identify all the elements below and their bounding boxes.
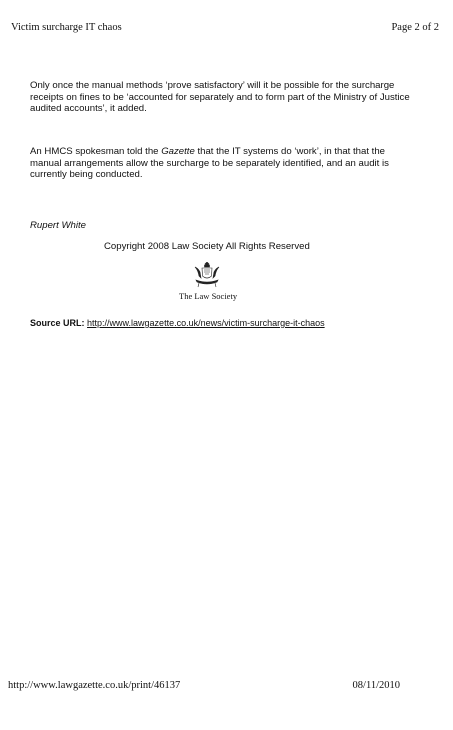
law-society-crest-icon: [192, 262, 222, 288]
source-label: Source URL:: [30, 318, 85, 328]
paragraph-2-text-a: An HMCS spokesman told the: [30, 146, 162, 157]
author-name: Rupert White: [30, 220, 86, 231]
footer-url: http://www.lawgazette.co.uk/print/46137: [8, 680, 181, 691]
paragraph-2: [30, 146, 410, 181]
paragraph-2-text-b: that the IT systems do ‘work’, in that that the manual arrangements allow the surcharge to be separately identified, and an audit is currently being conducted.: [30, 146, 389, 180]
paragraph-1: Only once the manual methods ‘prove satisfactory’ will it be possible for the surcharge receipts on fines to be ‘accounted for separately and to form part of the Ministry of Justice audited accounts’, it added.: [30, 80, 410, 114]
copyright-notice: Copyright 2008 Law Society All Rights Reserved: [104, 241, 310, 252]
page-number: Page 2 of 2: [391, 22, 439, 33]
source-line: [30, 318, 325, 328]
source-link[interactable]: http://www.lawgazette.co.uk/news/victim-surcharge-it-chaos: [87, 318, 325, 328]
law-society-label: The Law Society: [179, 291, 238, 301]
footer-date: 08/11/2010: [352, 680, 400, 691]
paragraph-2-publication: Gazette: [161, 146, 195, 157]
page-header-title: Victim surcharge IT chaos: [11, 22, 122, 33]
